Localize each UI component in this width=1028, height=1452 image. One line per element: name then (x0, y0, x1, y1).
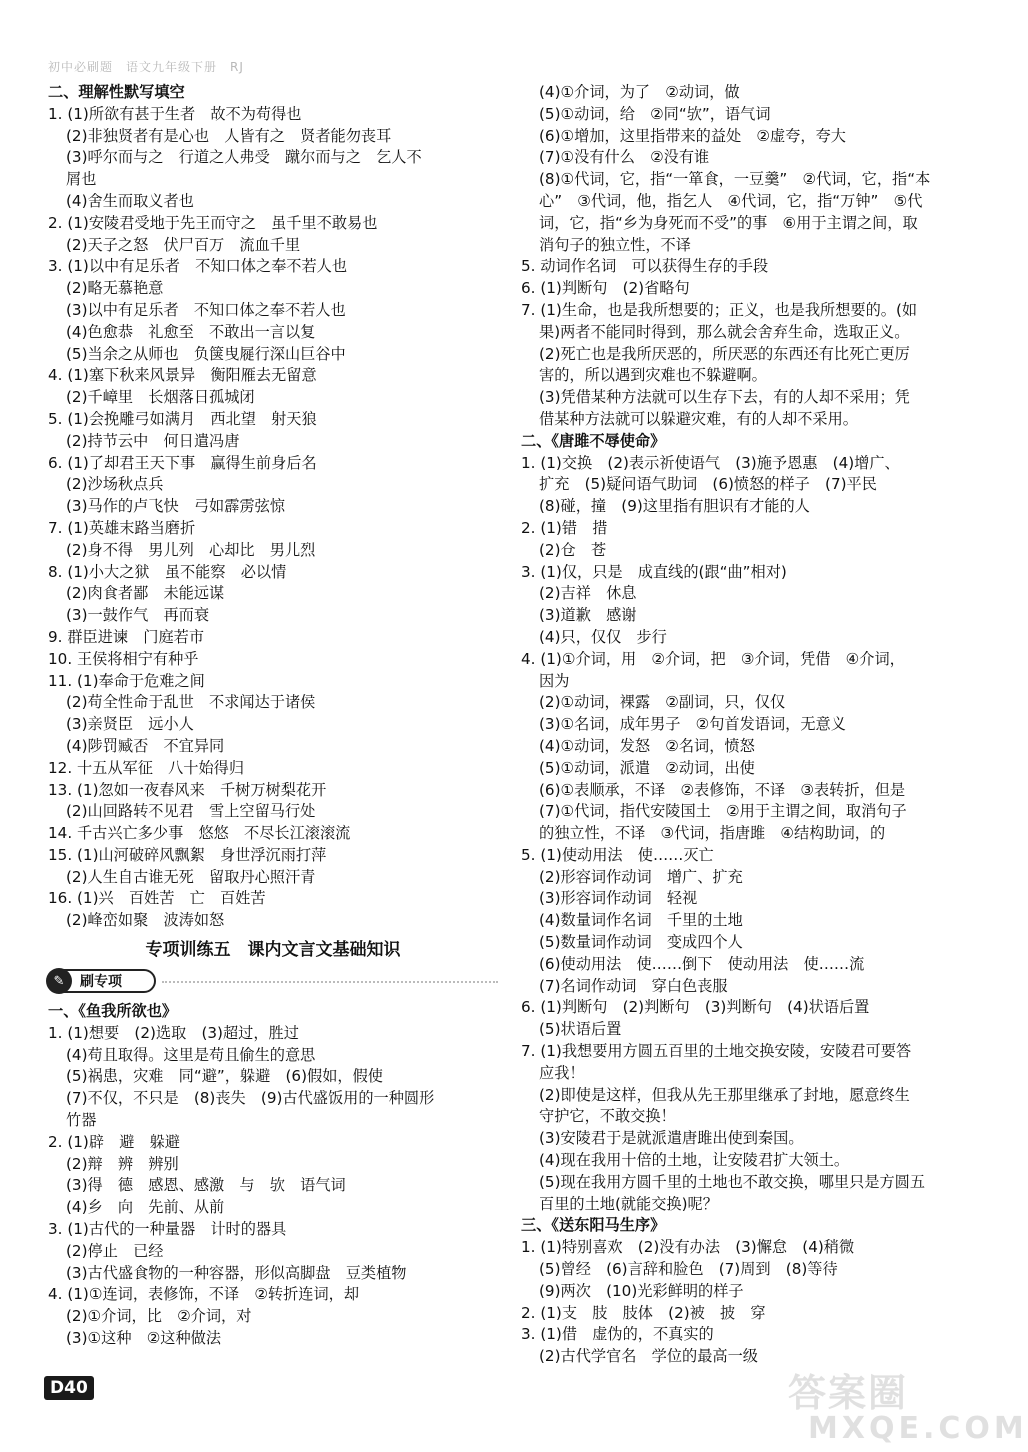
answer-line: (5)数量词作动词 变成四个人 (539, 933, 743, 952)
answer-line: (3)安陵君于是就派遣唐雎出使到秦国。 (539, 1129, 804, 1148)
answer-line: 4. (1)塞下秋来风景异 衡阳雁去无留意 (48, 366, 317, 385)
answer-line: (5)①动词，给 ②同“欤”，语气词 (539, 104, 771, 123)
answer-line: (2)峰峦如聚 波涛如怒 (66, 911, 225, 930)
answer-line: (9)两次 (10)光彩鲜明的样子 (539, 1281, 744, 1300)
answer-line: 7. (1)英雄末路当磨折 (48, 518, 196, 537)
answer-line: (6)①表顺承，不译 ②表修饰，不译 ③表转折，但是 (539, 780, 906, 799)
answer-line: (4)①介词，为了 ②动词，做 (539, 83, 740, 101)
left-bottom-block (48, 1001, 498, 1350)
answer-line: 守护它，不敢交换！ (539, 1107, 676, 1126)
answer-line: 3. (1)借 虚伪的，不真实的 (521, 1325, 714, 1344)
answer-line: 1. (1)特别喜欢 (2)没有办法 (3)懈怠 (4)稍微 (521, 1238, 855, 1257)
answer-line: 11. (1)奉命于危难之间 (48, 671, 205, 690)
answer-line: (3)古代盛食物的一种容器，形似高脚盘 豆类植物 (66, 1263, 407, 1282)
left-column (48, 82, 498, 1350)
answer-line: 1. (1)想要 (2)选取 (3)超过，胜过 (48, 1023, 299, 1042)
section-title: 专项训练五 课内文言文基础知识 (145, 940, 401, 961)
answer-line: (6)使动用法 使……倒下 使动用法 使……流 (539, 954, 865, 973)
answer-line: 扩充 (5)疑问语气助词 (6)愤怒的样子 (7)平民 (539, 475, 877, 494)
answer-line: (3)亲贤臣 远小人 (66, 715, 194, 734)
answer-line: 14. 千古兴亡多少事 悠悠 不尽长江滚滚流 (48, 824, 351, 843)
answer-line: (5)当余之从师也 负箧曳屣行深山巨谷中 (66, 344, 346, 363)
answer-line: 2. (1)支 肢 肢体 (2)被 披 穿 (521, 1303, 766, 1322)
answer-line: 7. (1)我想要用方圆五百里的土地交换安陵，安陵君可要答 (521, 1042, 912, 1061)
answer-line: 7. (1)生命，也是我所想要的；正义，也是我所想要的。(如 (521, 300, 918, 319)
answer-line: 16. (1)兴 百姓苦 亡 百姓苦 (48, 889, 266, 908)
watermark-top: 答案圈 (788, 1371, 909, 1415)
answer-line: (4)乡 向 先前、从前 (66, 1198, 225, 1217)
answer-line: (2)肉食者鄙 未能远谋 (66, 584, 225, 603)
answer-line: (2)沙场秋点兵 (66, 475, 164, 494)
answer-line: (4)现在我用十倍的土地，让安陵君扩大领土。 (539, 1151, 850, 1170)
answer-line: 竹器 (66, 1111, 97, 1130)
answer-line: (2)天子之怒 伏尸百万 流血千里 (66, 235, 301, 254)
answer-line: 屑也 (66, 170, 97, 189)
answer-line: (2)千嶂里 长烟落日孤城闭 (66, 388, 255, 407)
answer-line: (3)形容词作动词 轻视 (539, 889, 698, 908)
answer-line: 5. (1)会挽雕弓如满月 西北望 射天狼 (48, 409, 317, 428)
answer-line: (5)状语后置 (539, 1020, 622, 1039)
answer-line: (3)①这种 ②这种做法 (66, 1329, 222, 1348)
watermark-bottom: MXQE.COM (808, 1411, 1028, 1446)
answer-line: (3)以中有足乐者 不知口体之奉不若人也 (66, 300, 346, 319)
answer-line: (6)①增加，这里指带来的益处 ②虚夸，夸大 (539, 126, 846, 145)
answer-line: (4)只，仅仅 步行 (539, 627, 667, 646)
answer-line: (3)呼尔而与之 行道之人弗受 蹴尔而与之 乞人不 (66, 148, 422, 167)
answer-line: (4)陟罚臧否 不宜异同 (66, 736, 225, 755)
answer-line: (2)持节云中 何日遣冯唐 (66, 431, 240, 450)
answer-line: (3)一鼓作气 再而衰 (66, 606, 210, 625)
answer-line: (3)马作的卢飞快 弓如霹雳弦惊 (66, 497, 285, 516)
answer-line: (4)①动词，发怒 ②名词，愤怒 (539, 736, 755, 755)
answer-line: (2)人生自古谁无死 留取丹心照汗青 (66, 867, 316, 886)
answer-line: (5)祸患，灾难 同“避”，躲避 (6)假如，假使 (66, 1067, 383, 1086)
answer-line: 5. (1)使动用法 使……灭亡 (521, 845, 714, 864)
answer-line: 心” ③代词，他，指乞人 ④代词，它，指“万钟” ⑤代 (539, 191, 923, 210)
answer-line: (8)碰，撞 (9)这里指有胆识有才能的人 (539, 497, 810, 516)
answer-line: 的独立性，不译 ③代词，指唐雎 ④结构助词，的 (539, 824, 886, 843)
answer-line: (2)形容词作动词 增广、扩充 (539, 867, 743, 886)
answer-line: (7)不仅，不只是 (8)丧失 (9)古代盛饭用的一种圆形 (66, 1089, 435, 1108)
answer-line: 果)两者不能同时得到，那么就会舍弃生命，选取正义。 (539, 322, 910, 341)
brush-banner (48, 967, 498, 997)
page-number: D40 (44, 1376, 94, 1400)
brush-label: 刷专项 (80, 974, 122, 991)
answer-line: (7)①没有什么 ②没有谁 (539, 148, 710, 167)
answer-line: (5)①动词，派遣 ②动词，出使 (539, 758, 755, 777)
answer-line: 10. 王侯将相宁有种乎 (48, 649, 199, 668)
answer-line: (3)道歉 感谢 (539, 606, 637, 625)
answer-line: 8. (1)小大之狱 虽不能察 必以情 (48, 562, 287, 581)
section-heading: 一、《鱼我所欲也》 (48, 1002, 178, 1021)
answer-line: (4)苟且取得。这里是苟且偷生的意思 (66, 1045, 316, 1064)
answer-line: (5)现在我用方圆千里的土地也不敢交换，哪里只是方圆五 (539, 1172, 926, 1191)
brush-badge (48, 969, 156, 993)
answer-line: 1. (1)交换 (2)表示祈使语气 (3)施予恩惠 (4)增广、 (521, 453, 900, 472)
answer-line: 应我！ (539, 1063, 585, 1082)
answer-line: (2)仓 苍 (539, 540, 607, 559)
answer-line: (2)苟全性命于乱世 不求闻达于诸侯 (66, 693, 316, 712)
answer-line: (2)①动词，裸露 ②副词，只，仅仅 (539, 693, 786, 712)
answer-line: (4)数量词作名词 千里的土地 (539, 911, 743, 930)
section-heading: 三、《送东阳马生序》 (521, 1216, 666, 1235)
answer-line: (2)停止 已经 (66, 1241, 164, 1260)
answer-line: (7)名词作动词 穿白色丧服 (539, 976, 728, 995)
right-block (521, 82, 971, 1368)
answer-line: (2)即使是这样，但我从先王那里继承了封地，愿意终生 (539, 1085, 910, 1104)
answer-line: 4. (1)①介词，用 ②介词，把 ③介词，凭借 ④介词， (521, 649, 905, 668)
answer-line: 词，它，指“乡为身死而不受”的事 ⑥用于主谓之间，取 (539, 213, 918, 232)
answer-line: 2. (1)辟 避 躲避 (48, 1132, 180, 1151)
section-heading: 二、理解性默写填空 (48, 83, 185, 101)
answer-line: (2)非独贤者有是心也 人皆有之 贤者能勿丧耳 (66, 126, 392, 145)
answer-line: (3)①名词，成年男子 ②句首发语词，无意义 (539, 715, 846, 734)
answer-line: 1. (1)所欲有甚于生者 故不为苟得也 (48, 104, 302, 123)
answer-line: (2)死亡也是我所厌恶的，所厌恶的东西还有比死亡更厉 (539, 344, 910, 363)
section-heading: 二、《唐雎不辱使命》 (521, 431, 666, 450)
left-top-block (48, 82, 498, 932)
answer-line: (2)古代学官名 学位的最高一级 (539, 1347, 758, 1366)
answer-line: 4. (1)①连词，表修饰，不译 ②转折连词，却 (48, 1285, 360, 1304)
answer-line: 3. (1)仅，只是 成直线的(跟“曲”相对) (521, 562, 787, 581)
answer-line: 2. (1)安陵君受地于先王而守之 虽千里不敢易也 (48, 213, 378, 232)
answer-line: 6. (1)了却君王天下事 赢得生前身后名 (48, 453, 317, 472)
answer-line: 9. 群臣进谏 门庭若市 (48, 627, 205, 646)
answer-line: (4)舍生而取义者也 (66, 191, 194, 210)
answer-line: 百里的土地(就能交换)呢？ (539, 1194, 718, 1213)
answer-line: (7)①代词，指代安陵国土 ②用于主谓之间，取消句子 (539, 802, 907, 821)
running-header: 初中必刷题 语文九年级下册 RJ (48, 60, 244, 74)
answer-line: 消句子的独立性，不译 (539, 235, 691, 254)
answer-line: (2)山回路转不见君 雪上空留马行处 (66, 802, 316, 821)
answer-line: 因为 (539, 671, 570, 690)
answer-line: 15. (1)山河破碎风飘絮 身世浮沉雨打萍 (48, 845, 327, 864)
answer-line: 6. (1)判断句 (2)省略句 (521, 279, 690, 298)
right-column (521, 82, 971, 1368)
answer-line: (8)①代词，它，指“一箪食，一豆羹” ②代词，它，指“本 (539, 170, 931, 189)
answer-line: 12. 十五从军征 八十始得归 (48, 758, 245, 777)
answer-line: (5)曾经 (6)言辞和脸色 (7)周到 (8)等待 (539, 1260, 838, 1279)
answer-line: (2)略无慕艳意 (66, 279, 164, 298)
watermark (788, 1362, 1028, 1446)
answer-line: (3)得 德 感恩、感激 与 欤 语气词 (66, 1176, 346, 1195)
dotted-divider (162, 981, 498, 983)
answer-line: 借某种方法就可以躲避灾难，有的人却不采用。 (539, 409, 858, 428)
answer-line: 2. (1)错 措 (521, 518, 608, 537)
answer-line: (2)①介词，比 ②介词，对 (66, 1307, 252, 1326)
brush-icon: ✎ (46, 968, 72, 994)
answer-line: 5. 动词作名词 可以获得生存的手段 (521, 257, 769, 276)
answer-line: 害的，所以遇到灾难也不躲避啊。 (539, 366, 767, 385)
answer-line: (2)辩 辨 辨别 (66, 1154, 179, 1173)
answer-line: (4)色愈恭 礼愈至 不敢出一言以复 (66, 322, 316, 341)
answer-line: 6. (1)判断句 (2)判断句 (3)判断句 (4)状语后置 (521, 998, 870, 1017)
answer-line: 3. (1)以中有足乐者 不知口体之奉不若人也 (48, 257, 348, 276)
answer-line: (2)身不得 男儿列 心却比 男儿烈 (66, 540, 316, 559)
answer-line: 3. (1)古代的一种量器 计时的器具 (48, 1220, 287, 1239)
answer-line: (3)凭借某种方法就可以生存下去，有的人却不采用；凭 (539, 388, 910, 407)
answer-line: 13. (1)忽如一夜春风来 千树万树梨花开 (48, 780, 327, 799)
answer-line: (2)吉祥 休息 (539, 584, 637, 603)
